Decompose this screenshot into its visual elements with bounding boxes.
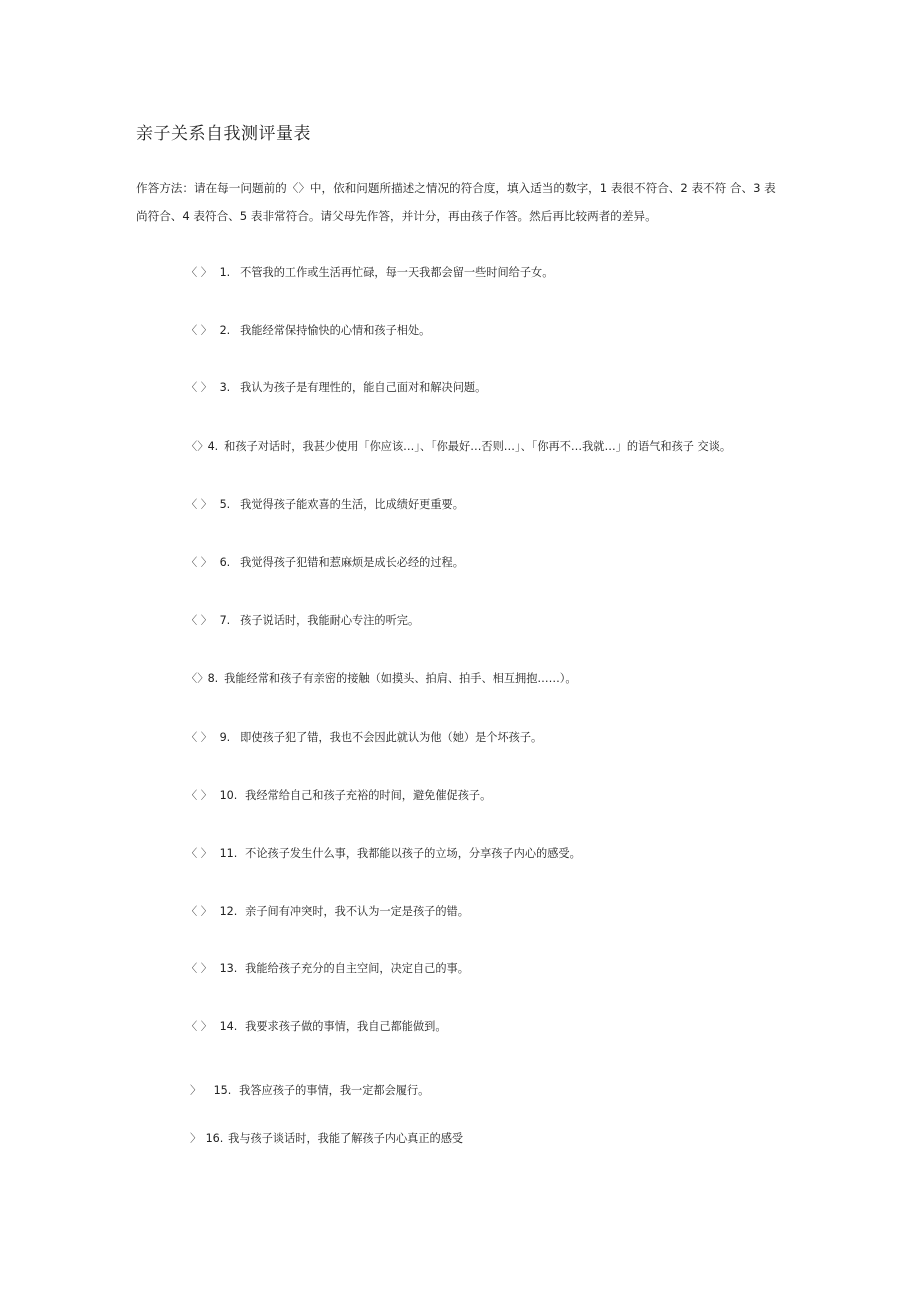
question-number: 15. <box>213 1084 232 1097</box>
answer-bracket: 〈 〉 <box>186 556 212 569</box>
question-item <box>186 496 464 512</box>
question-item <box>186 438 731 454</box>
question-number: 1. <box>219 266 231 279</box>
question-item <box>190 1082 429 1098</box>
question-number: 7. <box>219 614 231 627</box>
question-text: 即使孩子犯了错，我也不会因此就认为他（她）是个坏孩子。 <box>240 731 543 744</box>
question-item <box>186 379 486 395</box>
answer-bracket: 〈〉 <box>186 672 209 685</box>
question-number: 11. <box>219 847 238 860</box>
question-number: 9. <box>219 731 231 744</box>
question-text: 不论孩子发生什么事，我都能以孩子的立场，分享孩子内心的感受。 <box>245 847 581 860</box>
question-number: 13. <box>219 962 238 975</box>
answer-bracket: 〉 <box>190 1084 202 1097</box>
answer-bracket: 〈 〉 <box>186 614 212 627</box>
question-item <box>186 960 469 976</box>
question-text: 我能经常和孩子有亲密的接触（如摸头、拍肩、拍手、相互拥抱……）。 <box>224 672 577 685</box>
page-title: 亲子关系自我测评量表 <box>136 124 311 144</box>
question-text: 孩子说话时，我能耐心专注的听完。 <box>240 614 420 627</box>
answer-bracket: 〈 〉 <box>186 498 212 511</box>
question-number: 6. <box>219 556 231 569</box>
instructions-paragraph <box>136 174 786 230</box>
question-number: 12. <box>219 905 238 918</box>
question-text: 我能给孩子充分的自主空间，决定自己的事。 <box>245 962 469 975</box>
question-text: 我要求孩子做的事情，我自己都能做到。 <box>245 1020 447 1033</box>
question-text: 我觉得孩子犯错和惹麻烦是成长必经的过程。 <box>240 556 464 569</box>
question-number: 4. <box>207 440 219 453</box>
question-text: 我能经常保持愉快的心情和孩子相处。 <box>240 324 431 337</box>
answer-bracket: 〈 〉 <box>186 847 212 860</box>
question-item <box>186 264 553 280</box>
answer-bracket: 〈 〉 <box>186 962 212 975</box>
question-item <box>190 1130 463 1146</box>
answer-bracket: 〈 〉 <box>186 1020 212 1033</box>
question-number: 14. <box>219 1020 238 1033</box>
answer-bracket: 〈〉 <box>186 440 209 453</box>
answer-bracket: 〈 〉 <box>186 381 212 394</box>
answer-bracket: 〈 〉 <box>186 266 212 279</box>
question-item <box>186 787 491 803</box>
question-text: 不管我的工作或生活再忙碌，每一天我都会留一些时间给子女。 <box>240 266 554 279</box>
question-item <box>186 729 542 745</box>
question-text: 我觉得孩子能欢喜的生活，比成绩好更重要。 <box>240 498 464 511</box>
instructions-line: 尚符合、4 表符合、5 表非常符合。请父母先作答，并计分，再由孩子作答。然后再比较两者的差异。 <box>136 209 657 223</box>
question-number: 5. <box>219 498 231 511</box>
question-text: 和孩子对话时，我甚少使用「你应该…」、「你最好…否则…」、「你再不…我就…」的语气和孩子 交谈。 <box>224 440 732 453</box>
question-text: 亲子间有冲突时，我不认为一定是孩子的错。 <box>245 905 469 918</box>
question-text: 我与孩子谈话时，我能了解孩子内心真正的感受 <box>228 1132 464 1145</box>
question-number: 16. <box>205 1132 224 1145</box>
answer-bracket: 〈 〉 <box>186 905 212 918</box>
question-item <box>186 903 469 919</box>
answer-bracket: 〈 〉 <box>186 789 212 802</box>
question-text: 我认为孩子是有理性的，能自己面对和解决问题。 <box>240 381 487 394</box>
question-number: 10. <box>219 789 238 802</box>
answer-bracket: 〉 <box>190 1132 202 1145</box>
question-item <box>186 845 581 861</box>
question-text: 我答应孩子的事情，我一定都会履行。 <box>239 1084 430 1097</box>
question-item <box>186 1018 447 1034</box>
question-item <box>186 554 464 570</box>
answer-bracket: 〈 〉 <box>186 324 212 337</box>
question-number: 3. <box>219 381 231 394</box>
question-text: 我经常给自己和孩子充裕的时间，避免催促孩子。 <box>245 789 492 802</box>
question-number: 2. <box>219 324 231 337</box>
answer-bracket: 〈 〉 <box>186 731 212 744</box>
question-item <box>186 322 430 338</box>
instructions-line: 作答方法：请在每一问题前的〈〉中，依和问题所描述之情况的符合度，填入适当的数字，1 表很不符合、2 表不符 合、3 表 <box>136 181 776 195</box>
question-item <box>186 612 419 628</box>
question-item <box>186 670 577 686</box>
question-number: 8. <box>207 672 219 685</box>
